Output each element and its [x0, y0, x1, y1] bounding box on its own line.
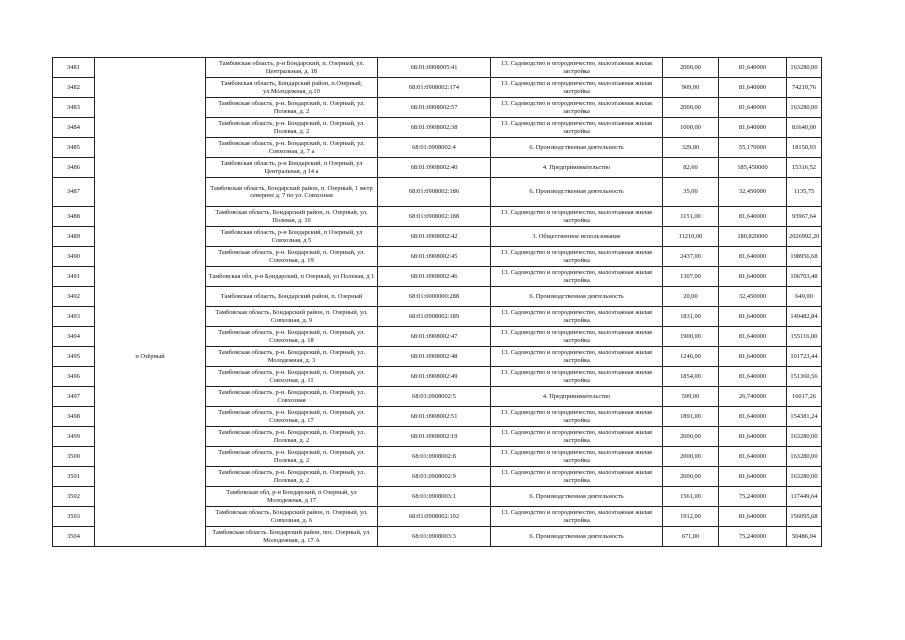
cadastral-number-cell: 68:01:0000000:288: [378, 287, 491, 307]
row-number-cell: 3492: [53, 287, 95, 307]
specific-value-cell: 81,640000: [719, 467, 787, 487]
specific-value-cell: 81,640000: [719, 507, 787, 527]
permitted-use-cell: 13. Садоводство и огородничество, малоэтажная жилая застройка: [491, 247, 663, 267]
permitted-use-cell: 13. Садоводство и огородничество, малоэтажная жилая застройка: [491, 467, 663, 487]
row-number-cell: 3490: [53, 247, 95, 267]
settlement-cell: [95, 227, 206, 247]
table-row: [53, 507, 822, 527]
area-cell: 2000,00: [663, 427, 719, 447]
row-number-cell: 3501: [53, 467, 95, 487]
specific-value-cell: 81,640000: [719, 367, 787, 387]
address-cell: Тамбовская область, р-н Бондарский, п. Озерный, ул. Центральная, д. 18: [206, 58, 378, 78]
row-number-cell: 3488: [53, 207, 95, 227]
cadastral-number-cell: 68:01:0908002:4: [378, 138, 491, 158]
cadastral-number-cell: 68:01:0908002:38: [378, 118, 491, 138]
table-row: [53, 467, 822, 487]
permitted-use-cell: 6. Производственная деятельность: [491, 527, 663, 547]
row-number-cell: 3491: [53, 267, 95, 287]
permitted-use-cell: 6. Производственная деятельность: [491, 178, 663, 207]
table-row: [53, 118, 822, 138]
specific-value-cell: 81,640000: [719, 427, 787, 447]
specific-value-cell: 81,640000: [719, 347, 787, 367]
specific-value-cell: 81,640000: [719, 58, 787, 78]
specific-value-cell: 81,640000: [719, 407, 787, 427]
address-cell: Тамбовская область, Бондарский район, п.Озерный, ул.Молодежная, д.10: [206, 78, 378, 98]
table-body: [53, 58, 822, 547]
cadastral-number-cell: 68:01:0908002:51: [378, 407, 491, 427]
row-number-cell: 3502: [53, 487, 95, 507]
specific-value-cell: 55,170000: [719, 138, 787, 158]
address-cell: Тамбовская область, р-н. Бондарский, п. Озерный, ул. Полевая, д. 2: [206, 467, 378, 487]
cadastral-value-cell: 151360,56: [787, 367, 822, 387]
permitted-use-cell: 6. Производственная деятельность: [491, 287, 663, 307]
table-row: [53, 427, 822, 447]
area-cell: 1854,00: [663, 367, 719, 387]
permitted-use-cell: 3. Общественное использование: [491, 227, 663, 247]
table-row: [53, 387, 822, 407]
specific-value-cell: 75,240000: [719, 527, 787, 547]
cadastral-value-cell: 1135,75: [787, 178, 822, 207]
cadastral-value-cell: 163280,00: [787, 58, 822, 78]
permitted-use-cell: 13. Садоводство и огородничество, малоэтажная жилая застройка: [491, 507, 663, 527]
settlement-cell: [95, 287, 206, 307]
cadastral-number-cell: 68:01:0908002:192: [378, 507, 491, 527]
permitted-use-cell: 13. Садоводство и огородничество, малоэтажная жилая застройка: [491, 207, 663, 227]
settlement-cell: [95, 467, 206, 487]
table-row: [53, 178, 822, 207]
area-cell: 1900,00: [663, 327, 719, 347]
settlement-cell: [95, 427, 206, 447]
permitted-use-cell: 13. Садоводство и огородничество, малоэтажная жилая застройка: [491, 367, 663, 387]
cadastral-value-cell: 106703,48: [787, 267, 822, 287]
cadastral-value-cell: 154381,24: [787, 407, 822, 427]
area-cell: 1151,00: [663, 207, 719, 227]
cadastral-value-cell: 156095,68: [787, 507, 822, 527]
table-row: [53, 247, 822, 267]
cadastral-number-cell: 68:01:0908005:41: [378, 58, 491, 78]
table-row: [53, 98, 822, 118]
address-cell: Тамбовская обл, р-н Бондарский, п Озерный, ул Полевая, д 1: [206, 267, 378, 287]
address-cell: Тамбовская область, Бондарский район, п. Озерный, ул. Совхозная, д. 9: [206, 307, 378, 327]
address-cell: Тамбовская область, р-н. Бондарский, п. Озерный, ул. Полевая, д. 2: [206, 118, 378, 138]
cadastral-number-cell: 68:01:0908002:189: [378, 307, 491, 327]
settlement-cell: [95, 387, 206, 407]
area-cell: 909,00: [663, 78, 719, 98]
cadastral-value-cell: 163280,00: [787, 427, 822, 447]
address-cell: Тамбовская область, р-н. Бондарский, п. Озерный, ул. Полевая, д. 2: [206, 447, 378, 467]
cadastral-value-cell: 15316,52: [787, 158, 822, 178]
address-cell: Тамбовская область, р-н. Бондарский, п. Озерный, ул. Совхозная, д. 17: [206, 407, 378, 427]
area-cell: 1307,00: [663, 267, 719, 287]
specific-value-cell: 81,640000: [719, 78, 787, 98]
cadastral-value-cell: 117449,64: [787, 487, 822, 507]
address-cell: Тамбовская область, р-н. Бондарский, п. Озерный, ул. Совхозная, д. 18: [206, 327, 378, 347]
cadastral-value-cell: 163280,00: [787, 467, 822, 487]
table-row: [53, 487, 822, 507]
cadastral-value-cell: 81640,00: [787, 118, 822, 138]
cadastral-number-cell: 68:01:0908002:40: [378, 158, 491, 178]
row-number-cell: 3500: [53, 447, 95, 467]
permitted-use-cell: 13. Садоводство и огородничество, малоэтажная жилая застройка: [491, 98, 663, 118]
specific-value-cell: 81,640000: [719, 118, 787, 138]
cadastral-number-cell: 68:01:0908002:42: [378, 227, 491, 247]
cadastral-number-cell: 68:01:0908002:9: [378, 467, 491, 487]
settlement-cell: [95, 247, 206, 267]
area-cell: 1891,00: [663, 407, 719, 427]
table-row: [53, 527, 822, 547]
settlement-cell: [95, 118, 206, 138]
cadastral-number-cell: 68:01:0908003:1: [378, 487, 491, 507]
cadastral-value-cell: 163280,00: [787, 98, 822, 118]
area-cell: 329,00: [663, 138, 719, 158]
cadastral-number-cell: 68:01:0908002:49: [378, 367, 491, 387]
permitted-use-cell: 4. Предпринимательство: [491, 387, 663, 407]
cadastral-number-cell: 68:01:0908002:57: [378, 98, 491, 118]
settlement-cell: [95, 98, 206, 118]
address-cell: Тамбовская область, Бондарский район, п. Озерный, ул. Совхозная, д. 6: [206, 507, 378, 527]
settlement-cell: [95, 267, 206, 287]
address-cell: Тамбовская область, р-н. Бондарский, п. Озерный, ул. Совхозная, д. 11: [206, 367, 378, 387]
permitted-use-cell: 13. Садоводство и огородничество, малоэтажная жилая застройка: [491, 427, 663, 447]
table-row: [53, 447, 822, 467]
area-cell: 2000,00: [663, 58, 719, 78]
area-cell: 82,60: [663, 158, 719, 178]
row-number-cell: 3495: [53, 347, 95, 367]
cadastral-number-cell: 68:01:0908002:188: [378, 207, 491, 227]
row-number-cell: 3485: [53, 138, 95, 158]
cadastral-number-cell: 68:01:0908002:8: [378, 447, 491, 467]
land-plots-table: [52, 57, 822, 547]
area-cell: 1912,00: [663, 507, 719, 527]
settlement-cell: [95, 507, 206, 527]
specific-value-cell: 75,240000: [719, 487, 787, 507]
cadastral-value-cell: 74210,76: [787, 78, 822, 98]
settlement-cell: [95, 447, 206, 467]
area-cell: 2000,00: [663, 447, 719, 467]
row-number-cell: 3482: [53, 78, 95, 98]
cadastral-number-cell: 68:01:0908002:19: [378, 427, 491, 447]
cadastral-number-cell: 68:01:0908002:48: [378, 347, 491, 367]
row-number-cell: 3497: [53, 387, 95, 407]
table-row: [53, 138, 822, 158]
specific-value-cell: 26,740000: [719, 387, 787, 407]
row-number-cell: 3494: [53, 327, 95, 347]
cadastral-value-cell: 50486,04: [787, 527, 822, 547]
specific-value-cell: 81,640000: [719, 98, 787, 118]
cadastral-value-cell: 198956,68: [787, 247, 822, 267]
specific-value-cell: 81,640000: [719, 207, 787, 227]
area-cell: 1000,00: [663, 118, 719, 138]
specific-value-cell: 32,450000: [719, 178, 787, 207]
table-row: [53, 58, 822, 78]
address-cell: Тамбовская область, р-н. Бондарский, п. Озерный, ул. Молодежная, д. 3: [206, 347, 378, 367]
address-cell: Тамбовская область. Бондарский район, пос. Озерный, ул. Молодежная, д. 17 А: [206, 527, 378, 547]
address-cell: Тамбовская область, р-н. Бондарский, п. Озерный, ул. Совхозная, д. 19: [206, 247, 378, 267]
table-row: [53, 367, 822, 387]
area-cell: 11210,00: [663, 227, 719, 247]
area-cell: 1831,00: [663, 307, 719, 327]
cadastral-number-cell: 68:01:0908002:186: [378, 178, 491, 207]
cadastral-value-cell: 93967,64: [787, 207, 822, 227]
table-row: [53, 287, 822, 307]
settlement-cell: [95, 138, 206, 158]
address-cell: Тамбовская область, р-н Бондарский, п Озерный, ул Центральная, д 14 а: [206, 158, 378, 178]
area-cell: 1246,00: [663, 347, 719, 367]
area-cell: 20,00: [663, 287, 719, 307]
area-cell: 35,00: [663, 178, 719, 207]
table-row: [53, 267, 822, 287]
settlement-cell: [95, 327, 206, 347]
area-cell: 2437,00: [663, 247, 719, 267]
settlement-cell: [95, 58, 206, 78]
cadastral-number-cell: 68:01:0908002:45: [378, 247, 491, 267]
table-row: [53, 407, 822, 427]
permitted-use-cell: 6. Производственная деятельность: [491, 138, 663, 158]
permitted-use-cell: 4. Предпринимательство: [491, 158, 663, 178]
row-number-cell: 3493: [53, 307, 95, 327]
table-row: [53, 327, 822, 347]
cadastral-value-cell: 649,00: [787, 287, 822, 307]
specific-value-cell: 180,820000: [719, 227, 787, 247]
row-number-cell: 3486: [53, 158, 95, 178]
row-number-cell: 3496: [53, 367, 95, 387]
table-row: [53, 307, 822, 327]
cadastral-number-cell: 68:01:0908002:47: [378, 327, 491, 347]
address-cell: Тамбовская область, р-н. Бондарский, п. Озерный, ул. Полевая, д. 2: [206, 427, 378, 447]
row-number-cell: 3487: [53, 178, 95, 207]
permitted-use-cell: 13. Садоводство и огородничество, малоэтажная жилая застройка: [491, 447, 663, 467]
cadastral-value-cell: 18150,93: [787, 138, 822, 158]
settlement-cell: [95, 487, 206, 507]
permitted-use-cell: 6. Производственная деятельность: [491, 487, 663, 507]
settlement-cell: [95, 307, 206, 327]
specific-value-cell: 81,640000: [719, 307, 787, 327]
specific-value-cell: 81,640000: [719, 327, 787, 347]
cadastral-number-cell: 68:01:0908002:174: [378, 78, 491, 98]
specific-value-cell: 32,450000: [719, 287, 787, 307]
area-cell: 2000,00: [663, 98, 719, 118]
address-cell: Тамбовская обл, р-н Бондарский, п Озерный, ул Молодежная, д 17: [206, 487, 378, 507]
settlement-cell: [95, 527, 206, 547]
specific-value-cell: 81,640000: [719, 267, 787, 287]
permitted-use-cell: 13. Садоводство и огородничество, малоэтажная жилая застройка: [491, 118, 663, 138]
row-number-cell: 3504: [53, 527, 95, 547]
address-cell: Тамбовская область, р-н Бондарский, п Озерный, ул Совхозная, д 5: [206, 227, 378, 247]
permitted-use-cell: 13. Садоводство и огородничество, малоэтажная жилая застройка: [491, 327, 663, 347]
row-number-cell: 3503: [53, 507, 95, 527]
cadastral-value-cell: 163280,00: [787, 447, 822, 467]
settlement-cell: [95, 158, 206, 178]
area-cell: 599,00: [663, 387, 719, 407]
permitted-use-cell: 13. Садоводство и огородничество, малоэтажная жилая застройка: [491, 267, 663, 287]
specific-value-cell: 185,450000: [719, 158, 787, 178]
cadastral-value-cell: 2026992,20: [787, 227, 822, 247]
address-cell: Тамбовская область, Бондарский район, п. Озерный, 1 метр севернее д. 7 по ул. Совхозная: [206, 178, 378, 207]
area-cell: 1561,00: [663, 487, 719, 507]
address-cell: Тамбовская область, р-н. Бондарский, п. Озерный, ул. Совхозная, д. 7 а: [206, 138, 378, 158]
row-number-cell: 3481: [53, 58, 95, 78]
row-number-cell: 3499: [53, 427, 95, 447]
address-cell: Тамбовская область, р-н. Бондарский, п. Озерный, ул. Полевая, д. 2: [206, 98, 378, 118]
settlement-cell: [95, 78, 206, 98]
row-number-cell: 3489: [53, 227, 95, 247]
table-row: [53, 347, 822, 367]
specific-value-cell: 81,640000: [719, 247, 787, 267]
settlement-cell: [95, 367, 206, 387]
area-cell: 671,00: [663, 527, 719, 547]
row-number-cell: 3483: [53, 98, 95, 118]
table-row: [53, 158, 822, 178]
settlement-cell: [95, 178, 206, 207]
settlement-name: п Озёрный: [95, 347, 206, 367]
table-row: [53, 207, 822, 227]
permitted-use-cell: 13. Садоводство и огородничество, малоэтажная жилая застройка: [491, 78, 663, 98]
registry-page: [52, 57, 821, 547]
cadastral-number-cell: 68:01:0908002:46: [378, 267, 491, 287]
cadastral-value-cell: 101723,44: [787, 347, 822, 367]
table-row: [53, 78, 822, 98]
cadastral-number-cell: 68:01:0908003:3: [378, 527, 491, 547]
permitted-use-cell: 13. Садоводство и огородничество, малоэтажная жилая застройка: [491, 58, 663, 78]
settlement-cell: [95, 207, 206, 227]
permitted-use-cell: 13. Садоводство и огородничество, малоэтажная жилая застройка: [491, 347, 663, 367]
address-cell: Тамбовская область, Бондарский район, п. Озерный, ул. Полевая, д. 10: [206, 207, 378, 227]
specific-value-cell: 81,640000: [719, 447, 787, 467]
settlement-cell: [95, 407, 206, 427]
cadastral-value-cell: 149482,84: [787, 307, 822, 327]
address-cell: Тамбовская область, р-н. Бондарский, п. Озерный, ул. Совхозная: [206, 387, 378, 407]
cadastral-value-cell: 16017,26: [787, 387, 822, 407]
permitted-use-cell: 13. Садоводство и огородничество, малоэтажная жилая застройка: [491, 407, 663, 427]
row-number-cell: 3484: [53, 118, 95, 138]
cadastral-number-cell: 68:01:0908002:5: [378, 387, 491, 407]
address-cell: Тамбовская область, Бондарский район, п. Озерный: [206, 287, 378, 307]
table-row: [53, 227, 822, 247]
row-number-cell: 3498: [53, 407, 95, 427]
cadastral-value-cell: 155116,00: [787, 327, 822, 347]
area-cell: 2000,00: [663, 467, 719, 487]
permitted-use-cell: 13. Садоводство и огородничество, малоэтажная жилая застройка: [491, 307, 663, 327]
